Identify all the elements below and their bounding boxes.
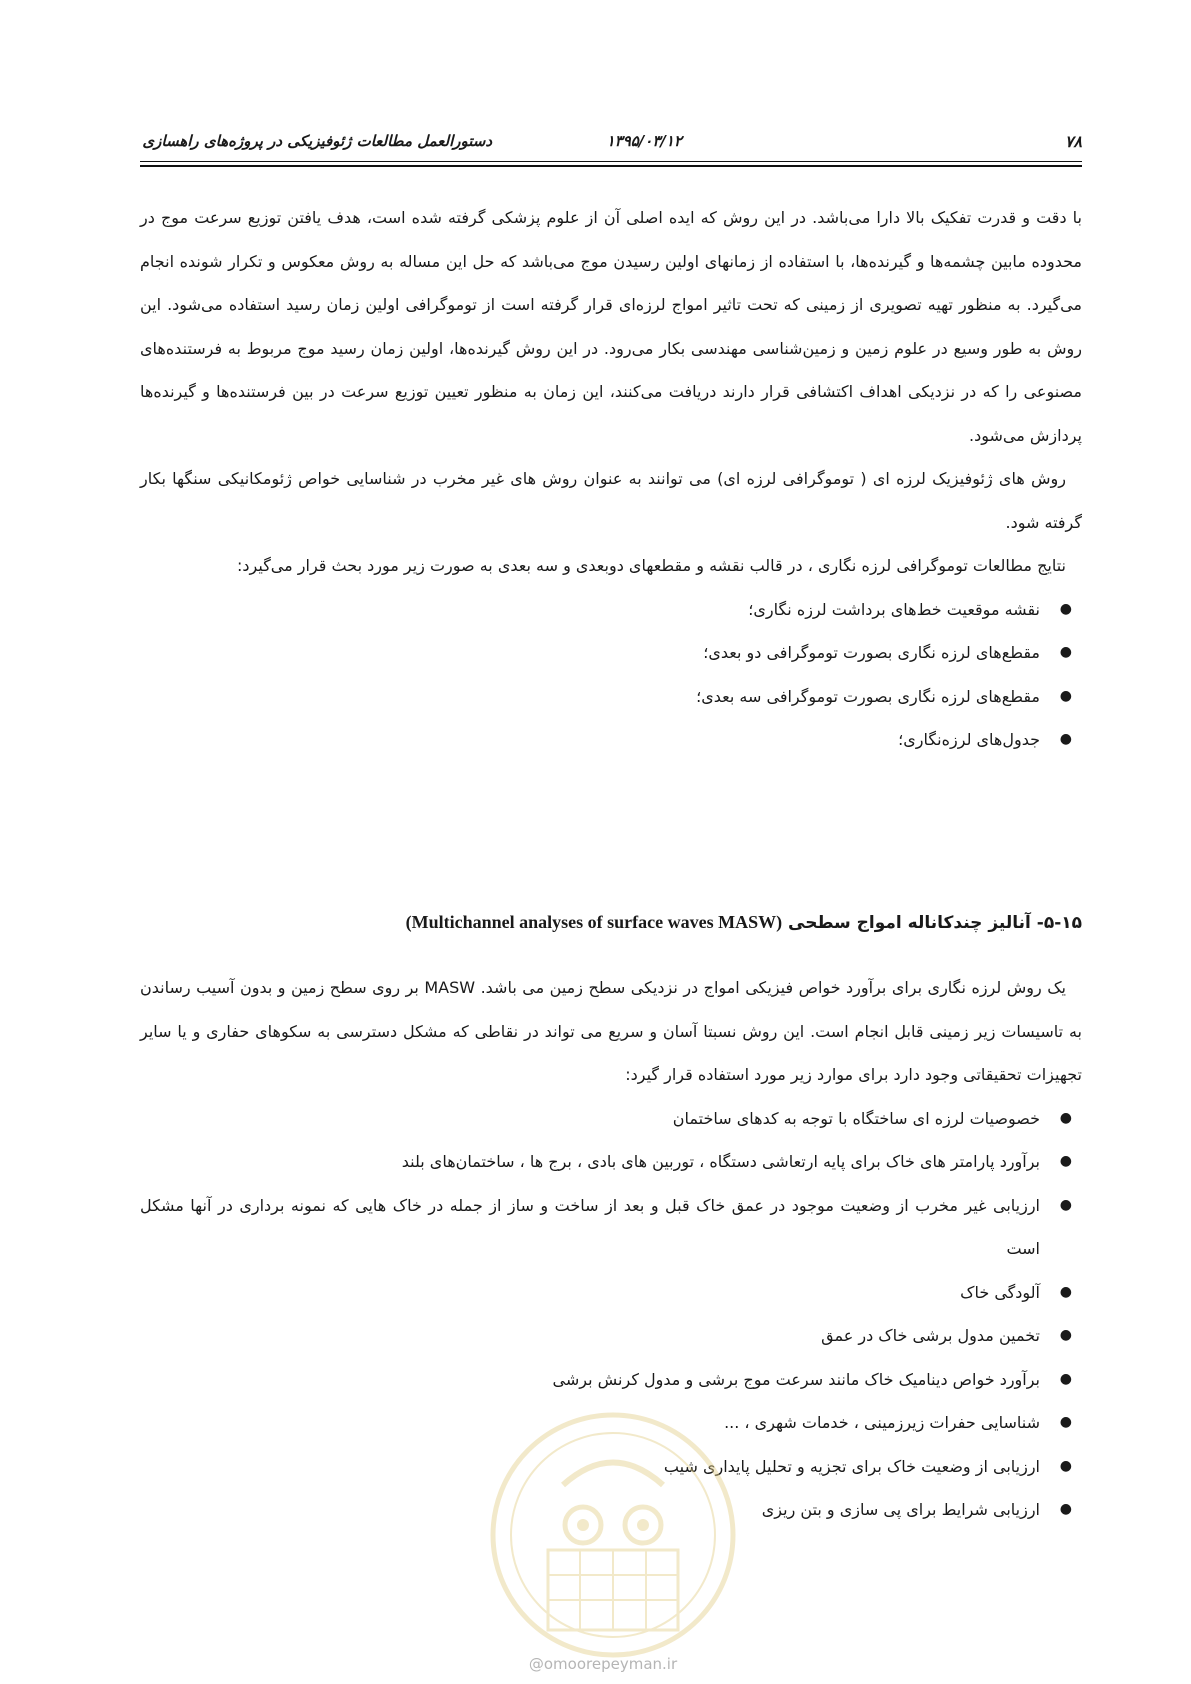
bullet-icon: ●: [1059, 1327, 1072, 1343]
list-item: [140, 675, 1082, 719]
list-item-text: برآورد خواص دینامیک خاک مانند سرعت موج برشی و مدول کرنش برشی: [552, 1369, 1040, 1389]
list-item-text: جدول‌های لرزه‌نگاری؛: [898, 730, 1040, 749]
section-heading: [140, 912, 1082, 933]
bullet-icon: ●: [1059, 1457, 1072, 1474]
list-item-text: ارزیابی شرایط برای پی سازی و بتن ریزی: [761, 1500, 1040, 1519]
page-number: ۷۸: [1064, 132, 1082, 151]
list-item: [140, 631, 1082, 675]
list-item-text: آلودگی خاک: [960, 1282, 1040, 1302]
bullet-icon: ●: [1059, 1283, 1072, 1300]
list-item: [140, 1358, 1082, 1402]
seal-logo-icon: [478, 1400, 748, 1670]
paragraph-tomography: با دقت و قدرت تفکیک بالا دارا می‌باشد. در این روش که ایده اصلی آن از علوم پزشکی گرفته شده است، هدف یافتن توزیع سرعت موج در محدوده مابین چشمه‌ها و گیرنده‌ها، با استفاده از زمانهای اولین رسیدن موج می‌باشد که حل این مساله به روش معکوس و تکرار شونده انجام می‌گیرد. به منظور تهیه تصویری از زمینی که تحت تاثیر امواج لرزه‌ای قرار گرفته است از توموگرافی اولین زمان رسید استفاده می‌شود. این روش به طور وسیع در علوم زمین و زمین‌شناسی مهندسی بکار می‌رود. در این روش گیرنده‌ها، اولین زمان رسید موج مربوط به فرستنده‌های مصنوعی را که در نزدیکی اهداف اکتشافی قرار دارند دریافت می‌کنند، این زمان به منظور تعیین توزیع سرعت در بین فرستنده‌ها و گیرنده‌ها پردازش می‌شود.: [140, 208, 1082, 445]
list-item: [140, 1184, 1082, 1271]
bullet-icon: ●: [1059, 731, 1072, 747]
header-title: دستورالعمل مطالعات ژئوفیزیکی در پروژه‌های راهسازی: [142, 132, 492, 150]
list-item-text: ارزیابی غیر مخرب از وضعیت موجود در عمق خاک قبل و بعد از ساخت و ساز از جمله در خاک هایی که نمونه برداری در آنها مشکل است: [140, 1195, 1040, 1258]
bullet-icon: ●: [1059, 687, 1072, 704]
list-item-text: خصوصیات لرزه ای ساختگاه با توجه به کدهای ساختمان: [672, 1108, 1040, 1128]
list-item: [140, 718, 1082, 762]
watermark-site: @omoorepeyman.ir: [528, 1655, 678, 1673]
results-list: [140, 588, 1082, 762]
bullet-icon: ●: [1059, 1109, 1072, 1126]
list-item-text: نقشه موقعیت خط‌های برداشت لرزه نگاری؛: [748, 599, 1040, 619]
list-item: [140, 1097, 1082, 1141]
header-rule-thin: [140, 161, 1082, 162]
list-item-text: مقطع‌های لرزه نگاری بصورت توموگرافی سه بعدی؛: [696, 686, 1040, 706]
bullet-icon: ●: [1059, 1414, 1072, 1430]
header-rule-thick: [140, 165, 1082, 167]
list-item: [140, 1314, 1082, 1358]
bullet-icon: ●: [1059, 600, 1072, 617]
list-item-text: تخمین مدول برشی خاک در عمق: [821, 1326, 1040, 1345]
list-item-text: مقطع‌های لرزه نگاری بصورت توموگرافی دو بعدی؛: [703, 643, 1040, 662]
bullet-icon: ●: [1059, 1153, 1072, 1169]
header-date: ۱۳۹۵/۰۳/۱۲: [606, 132, 682, 150]
list-item-text: ارزیابی از وضعیت خاک برای تجزیه و تحلیل پایداری شیب: [663, 1456, 1040, 1476]
bullet-icon: ●: [1059, 1501, 1072, 1517]
list-item: [140, 588, 1082, 632]
section-title-en: (Multichannel analyses of surface waves MASW): [405, 912, 783, 932]
bullet-icon: ●: [1059, 1370, 1072, 1387]
list-item-text: برآورد پارامتر های خاک برای پایه ارتعاشی دستگاه ، توربین های بادی ، برج ها ، ساختمان‌های بلند: [401, 1152, 1040, 1171]
paragraph-geophysics: روش های ژئوفیزیک لرزه ای ( توموگرافی لرزه ای) می توانند به عنوان روش های غیر مخرب در شناسایی خواص ژئومکانیکی سنگها بکار گرفته شود.: [140, 469, 1082, 532]
list-item-text: شناسایی حفرات زیرزمینی ، خدمات شهری ، ...: [724, 1413, 1040, 1432]
bullet-icon: ●: [1059, 1196, 1072, 1213]
section-number: ۵-۱۵-: [1036, 913, 1082, 933]
list-item: [140, 1271, 1082, 1315]
section-title-fa: آنالیز چندکاناله امواج سطحی: [788, 913, 1031, 933]
list-item: [140, 1140, 1082, 1184]
running-header: [140, 128, 1082, 158]
paragraph-results: نتایج مطالعات توموگرافی لرزه نگاری ، در قالب نقشه و مقطعهای دوبعدی و سه بعدی به صورت زیر مورد بحث قرار می‌گیرد:: [237, 556, 1066, 575]
body-top: [140, 196, 1082, 762]
paragraph-masw: یک روش لرزه نگاری برای برآورد خواص فیزیکی امواج در نزدیکی سطح زمین می باشد. MASW بر روی سطح زمین و بدون آسیب رساندن به تاسیسات زیر زمینی قابل انجام است. این روش نسبتا آسان و سریع می تواند در نقاطی که مشکل دسترسی به سکوهای حفاری و یا سایر تجهیزات تحقیقاتی وجود دارد برای موارد زیر مورد استفاده قرار گیرد:: [140, 978, 1082, 1084]
bullet-icon: ●: [1059, 644, 1072, 660]
